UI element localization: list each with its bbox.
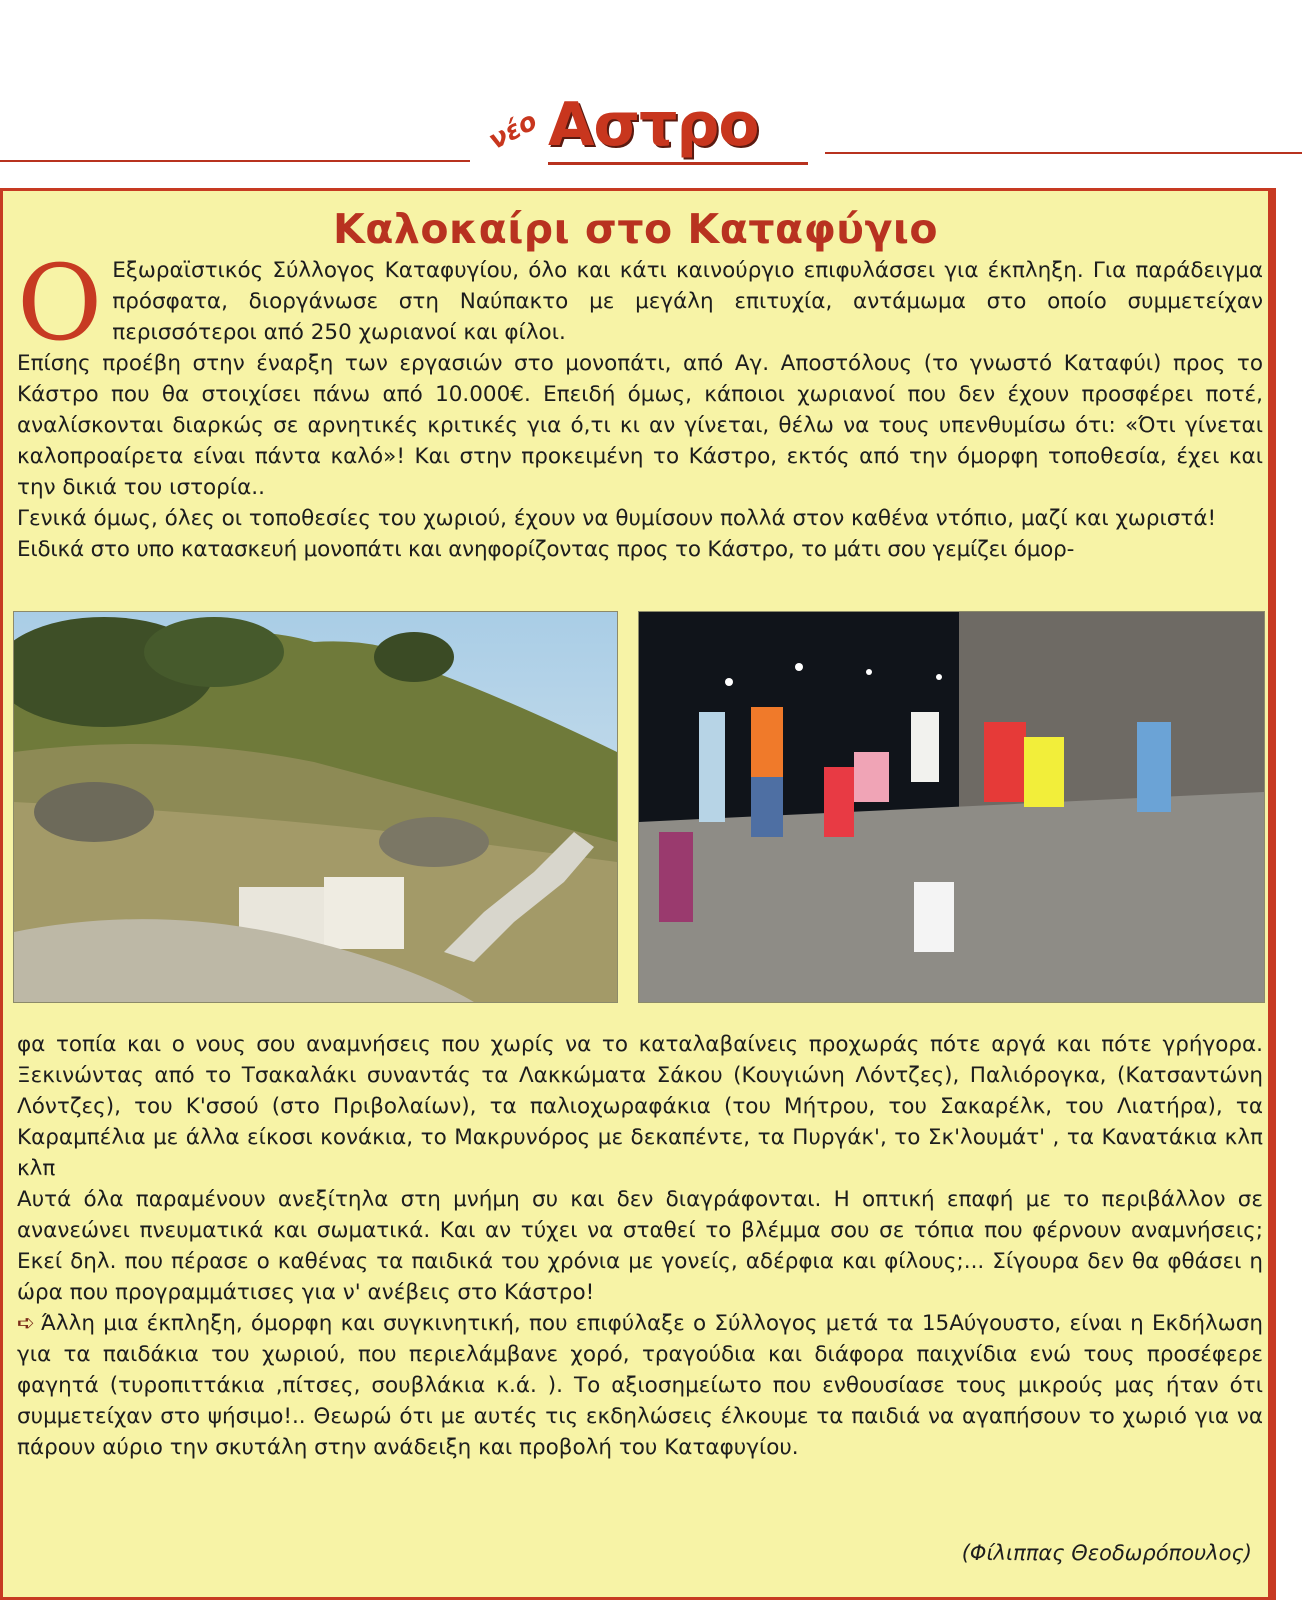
paragraph-6-text: Άλλη μια έκπληξη, όμορφη και συγκινητική, που επιφύλαξε ο Σύλλογος μετά τα 15Αύγουστο, είναι η Εκδήλωση για τα παιδάκια του χωριού, που περιελάμβανε χορό, τραγούδια και διάφορα παιχνίδια ενώ τους προσέφερε φαγητά (τυροπιττάκια ,πίτσες, σουβλάκια κ.ά. ). Το αξιοσημείωτο που ενθουσίασε τους μικρούς μας ήταν ότι συμμετείχαν στο ψήσιμο!.. Θεωρώ ότι με αυτές τις εκδηλώσεις έλκουμε τα παιδιά να αγαπήσουν το χωριό για να πάρουν αύριο την σκυτάλη στην ανάδειξη και προβολή του Καταφυγίου. bbox=[17, 1311, 1263, 1460]
arrow-right-icon: ➪ bbox=[17, 1311, 36, 1336]
photo-children-event bbox=[638, 611, 1265, 1003]
paragraph-4-start: Ειδικά στο υπο κατασκευή μονοπάτι και ανηφορίζοντας προς το Κάστρο, το μάτι σου γεμίζει όμορ- bbox=[17, 537, 1075, 562]
paragraph-5: Αυτά όλα παραμένουν ανεξίτηλα στη μνήμη συ και δεν διαγράφονται. Η οπτική επαφή με το περιβάλλον σε ανανεώνει πνευματικά και σωματικά. Και αν τύχει να σταθεί το βλέμμα σου σε τόπια που φέρνουν αναμνήσεις; Εκεί δηλ. που πέρασε ο καθένας τα παιδικά του χρόνια με γονείς, αδέρφια και φίλους;... Σίγουρα δεν θα φθάσει η ώρα που προγραμμάτισες για ν' ανέβεις στο Κάστρο! bbox=[17, 1187, 1263, 1305]
paragraph-2: Επίσης προέβη στην έναρξη των εργασιών στο μονοπάτι, από Αγ. Αποστόλους (το γνωστό Καταφύι) προς το Κάστρο που θα στοιχίσει πάνω από 10.000€. Επειδή όμως, κάποιοι χωριανοί που δεν έχουν προσφέρει ποτέ, αναλίσκονται διαρκώς σε αρνητικές κριτικές για ό,τι κι αν γίνεται, θέλω να τους υπενθυμίσω ότι: «Ότι γίνεται καλοπροαίρετα είναι πάντα καλό»! Και στην προκειμένη το Κάστρο, εκτός από την όμορφη τοποθεσία, έχει και την δικιά του ιστορία.. bbox=[17, 351, 1263, 500]
masthead bbox=[0, 90, 1302, 180]
logo-underline bbox=[548, 162, 808, 165]
paragraph-1-text: Εξωραϊστικός Σύλλογος Καταφυγίου, όλο και κάτι καινούργιο επιφυλάσσει για έκπληξη. Για παράδειγμα πρόσφατα, διοργάνωσε στη Ναύπακτο με μεγάλη επιτυχία, αντάμωμα στο οποίο συμμετείχαν περισσότεροι από 250 χωριανοί και φίλοι. bbox=[112, 258, 1263, 345]
article-title: Καλοκαίρι στο Καταφύγιο bbox=[332, 205, 939, 253]
logo-small-text: νέο bbox=[483, 106, 543, 156]
photo-path-construction-image bbox=[14, 612, 617, 1002]
paragraph-3: Γενικά όμως, όλες οι τοποθεσίες του χωριού, έχουν να θυμίσουν πολλά στον καθένα ντόπιο, μαζί και χωριστά! bbox=[17, 506, 1217, 531]
article-text-top bbox=[17, 242, 1263, 565]
logo-main-text: Αστρο bbox=[548, 90, 759, 160]
paragraph-1 bbox=[17, 242, 1263, 364]
photo-children-event-image bbox=[639, 612, 1264, 1002]
photo-path-construction bbox=[13, 611, 618, 1003]
article-text-bottom bbox=[17, 1029, 1263, 1463]
dropcap: Ο bbox=[17, 242, 103, 364]
paragraph-4-end: φα τοπία και ο νους σου αναμνήσεις που χωρίς να το καταλαβαίνεις προχωράς πότε αργά και πότε γρήγορα. Ξεκινώντας από το Τσακαλάκι συναντάς τα Λακκώματα Σάκου (Κουγιώνη Λόντζες), Παλιόρογκα, (Κατσαντώνη Λόντζες), του Κ'σσού (στο Πριβολαίων), τα παλιοχωραφάκια (του Μήτρου, του Σακαρέλκ, του Λιατήρα), τα Καραμπέλια με άλλα είκοσι κονάκια, το Μακρυνόρος με δεκαπέντε, τα Πυργάκ', το Σκ'λουμάτ' , τα Κανατάκια κλπ κλπ bbox=[17, 1032, 1263, 1181]
paragraph-6 bbox=[17, 1308, 1263, 1463]
author-signature: (Φίλιππας Θεοδωρόπουλος) bbox=[961, 1541, 1252, 1565]
masthead-rule-left bbox=[0, 160, 470, 162]
article-box bbox=[0, 188, 1276, 1600]
masthead-rule-right bbox=[825, 152, 1302, 154]
